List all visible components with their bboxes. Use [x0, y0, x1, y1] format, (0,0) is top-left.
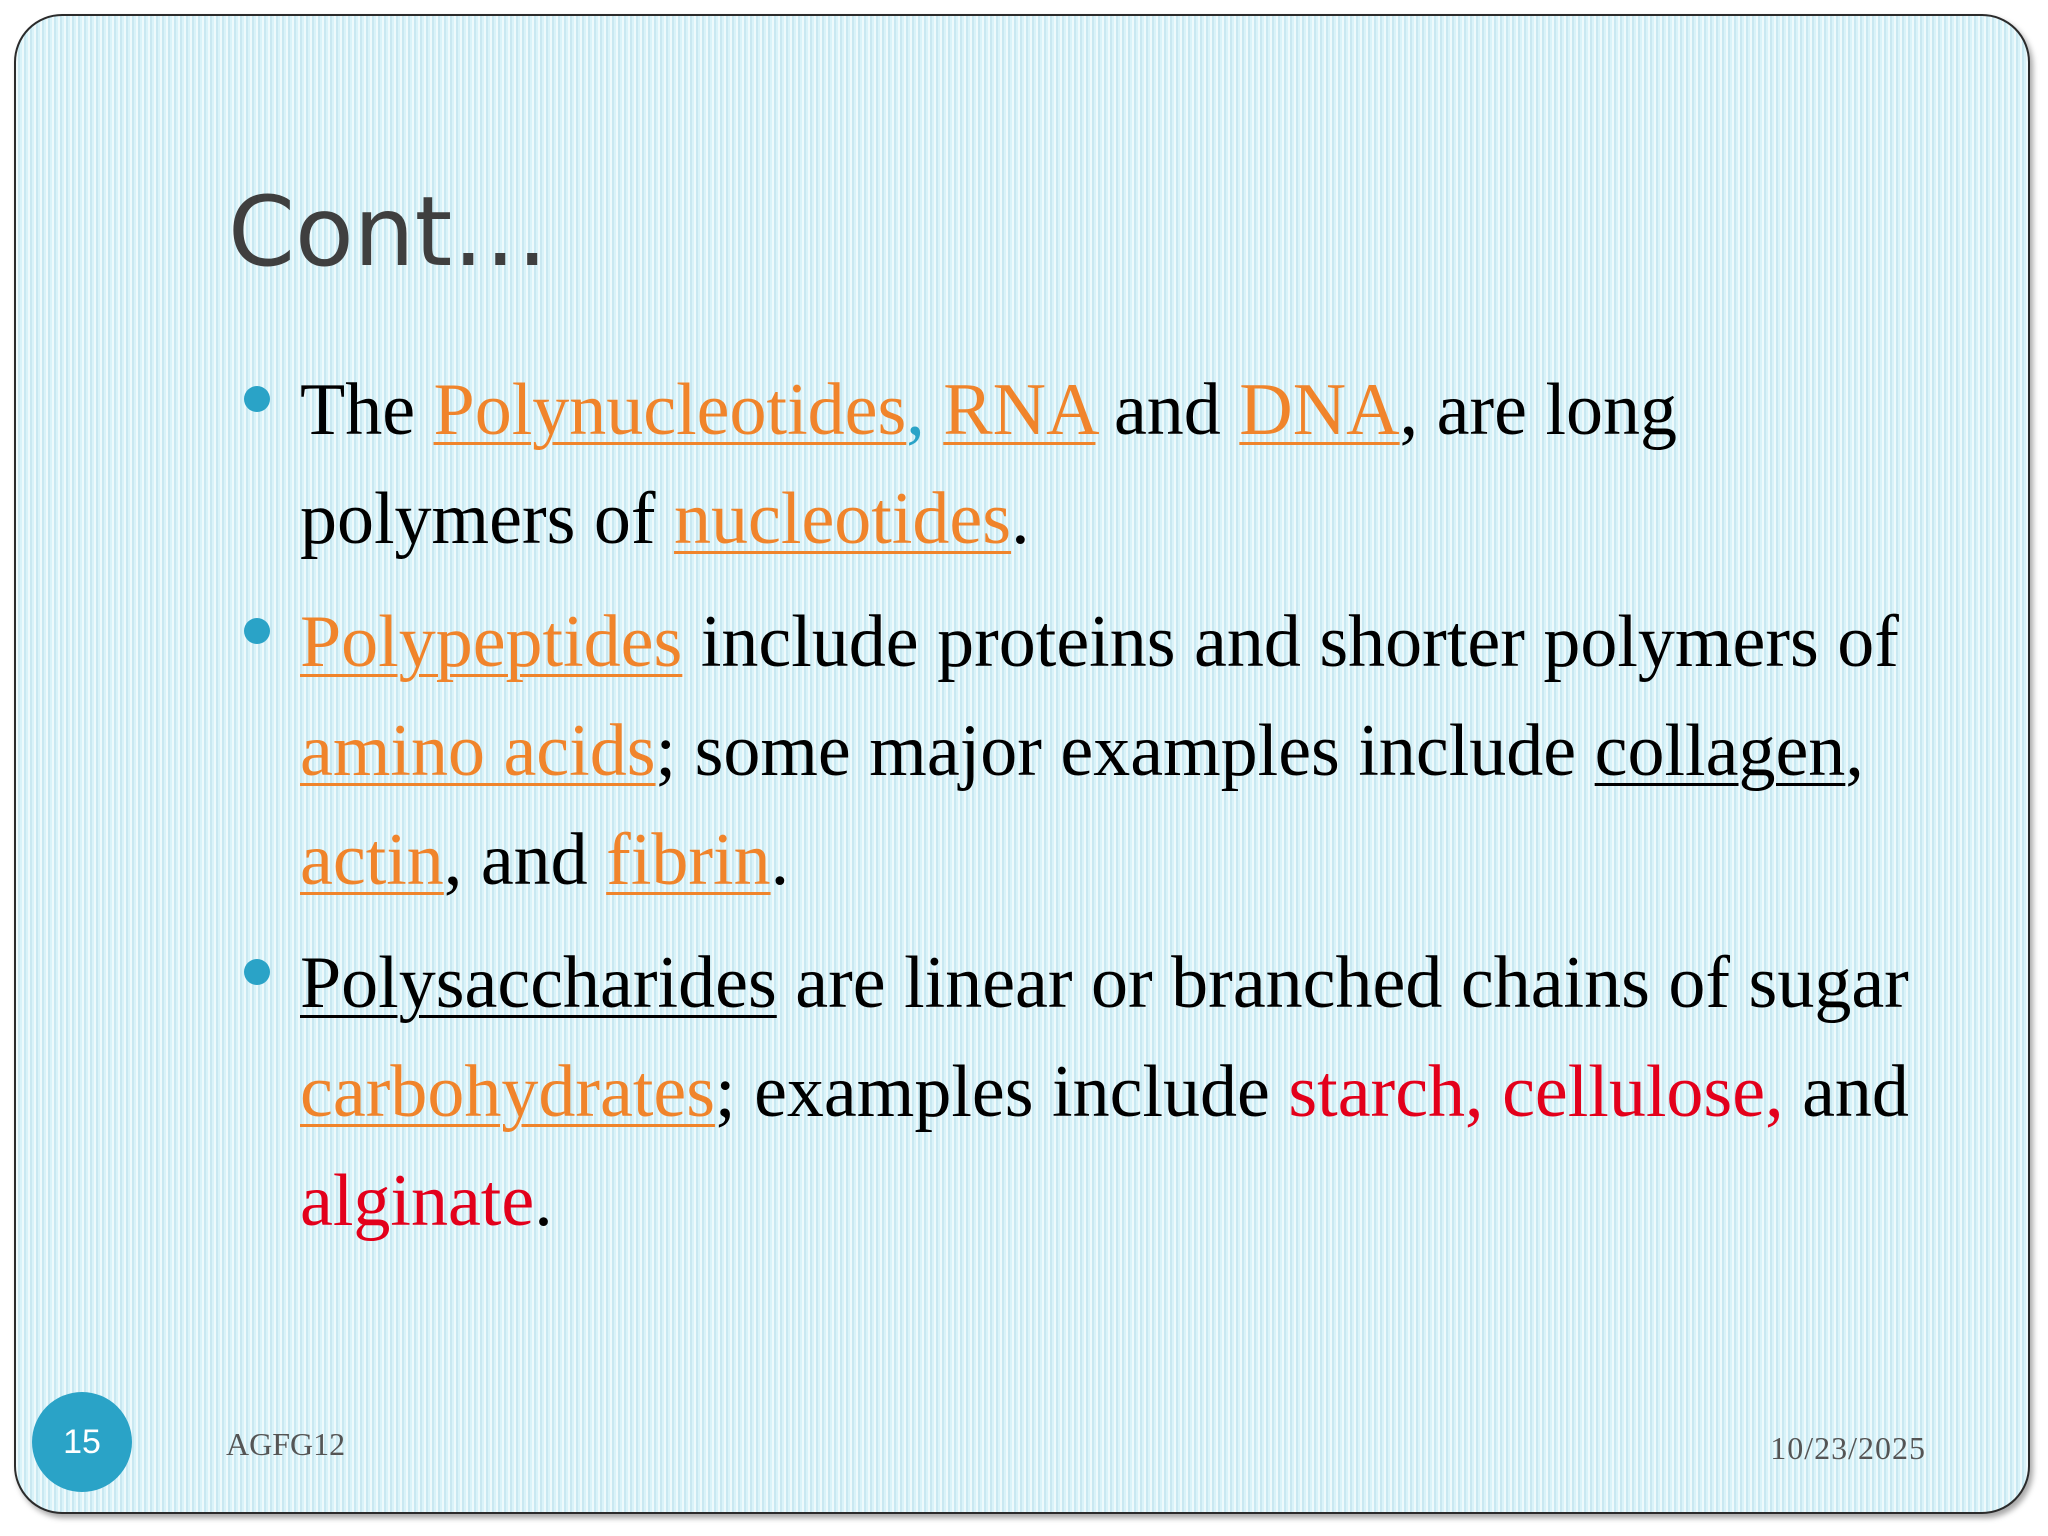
link-nucleotides[interactable]: nucleotides	[674, 478, 1012, 560]
link-polypeptides[interactable]: Polypeptides	[300, 601, 683, 683]
bullet-dot-icon	[244, 386, 270, 412]
bullet-text: ,	[1845, 710, 1864, 792]
highlight-alginate: alginate	[300, 1160, 535, 1242]
bullet-text: ; some major examples include	[655, 710, 1595, 792]
highlight-cellulose: cellulose,	[1502, 1051, 1784, 1133]
bullet-text	[925, 369, 944, 451]
bullet-text: The	[300, 369, 434, 451]
bullet-text: and	[1783, 1051, 1909, 1133]
footer-label: AGFG12	[226, 1426, 346, 1462]
bullet-text: .	[534, 1160, 553, 1242]
bullet-text: and	[1095, 369, 1240, 451]
link-rna[interactable]: RNA	[943, 369, 1096, 451]
bullet-item-polysaccharides	[226, 929, 1966, 1256]
footer-date: 10/23/2025	[1770, 1430, 1926, 1466]
slide-title: Cont…	[228, 176, 549, 288]
link-polysaccharides[interactable]: Polysaccharides	[300, 942, 777, 1024]
bullet-item-polynucleotides	[226, 356, 1966, 574]
bullet-text: include proteins and shorter polymers of	[682, 601, 1899, 683]
bullet-text: ,	[906, 369, 925, 451]
bullet-list	[226, 356, 1966, 1270]
link-polynucleotides[interactable]: Polynucleotides	[433, 369, 907, 451]
bullet-text: ; examples include	[715, 1051, 1289, 1133]
link-dna[interactable]: DNA	[1239, 369, 1400, 451]
bullet-text: , and	[443, 819, 607, 901]
link-collagen[interactable]: collagen	[1594, 710, 1846, 792]
link-fibrin[interactable]: fibrin	[606, 819, 771, 901]
bullet-text: , are long polymers of	[300, 369, 1678, 560]
bullet-dot-icon	[244, 959, 270, 985]
slide	[14, 14, 2030, 1514]
bullet-text: .	[770, 819, 790, 901]
bullet-text: are linear or branched chains of sugar	[776, 942, 1909, 1024]
bullet-dot-icon	[244, 618, 270, 644]
highlight-starch: starch,	[1288, 1051, 1484, 1133]
bullet-text: .	[1011, 478, 1030, 560]
bullet-item-polypeptides	[226, 588, 1966, 915]
link-carbohydrates[interactable]: carbohydrates	[300, 1051, 716, 1133]
link-amino-acids[interactable]: amino acids	[300, 710, 656, 792]
slide-number: 15	[63, 1422, 101, 1461]
slide-number-badge	[32, 1392, 132, 1492]
bullet-text	[1484, 1051, 1503, 1133]
link-actin[interactable]: actin	[300, 819, 444, 901]
